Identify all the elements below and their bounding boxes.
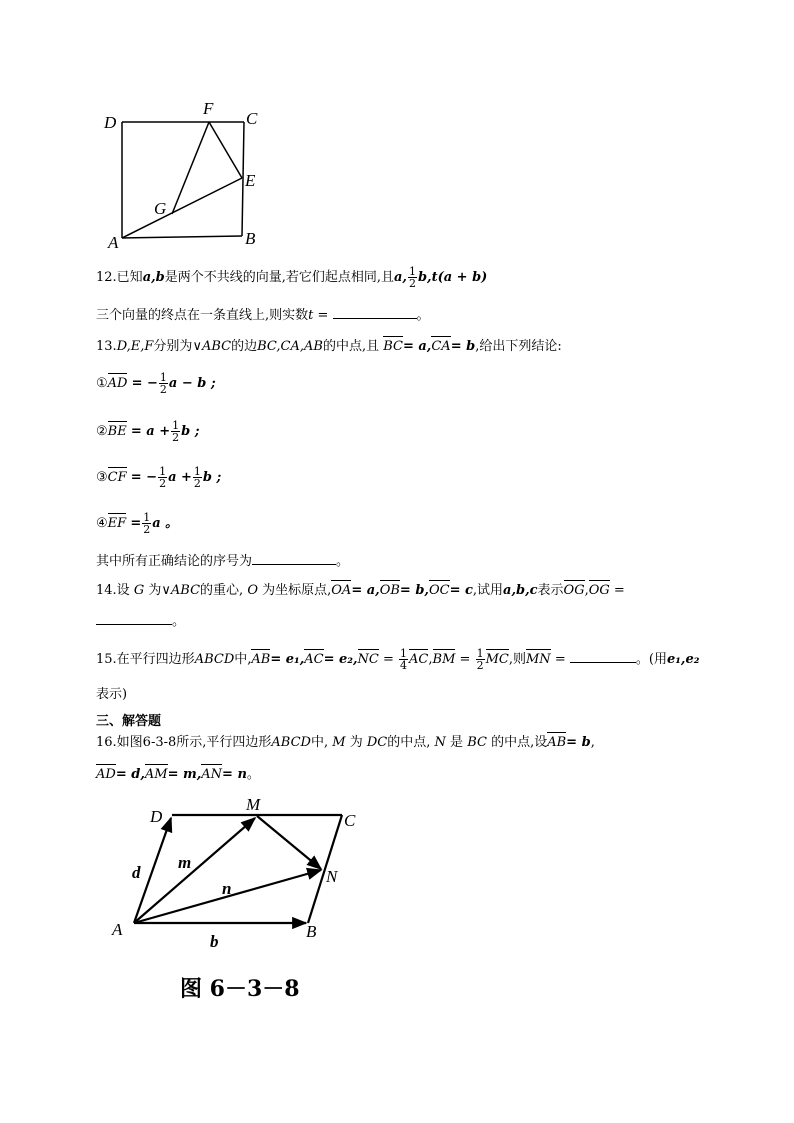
q15-line2: 表示) [96, 687, 128, 702]
figure-caption: 图 6－3－8 [180, 976, 300, 1002]
segment-ae [122, 178, 242, 238]
q13-line1: 13.D,E,F分别为∨ABC的边BC,CA,AB的中点,且 BC= a,CA= b,给出下列结论: [96, 339, 562, 354]
label-d: D [150, 807, 163, 826]
label-a: A [108, 233, 119, 252]
label-c: C [246, 109, 258, 128]
label-b: B [306, 922, 317, 941]
q16-line2: AD= d,AM= m,AN= n。 [96, 767, 260, 782]
q14-line2: 。 [96, 612, 185, 631]
segment-fe [209, 122, 242, 178]
figure-square [96, 96, 276, 256]
q14-line1: 14.设 G 为∨ABC的重心, O 为坐标原点,OA= a,OB= b,OC= c,试用a,b,c表示OG,OG = [96, 583, 625, 598]
q13-answer: 其中所有正确结论的序号为 。 [96, 554, 350, 569]
label-e: E [245, 171, 256, 190]
vector-mn [257, 816, 321, 869]
label-f: F [203, 99, 214, 118]
label-m: M [246, 795, 261, 814]
answer-blank-13[interactable] [252, 552, 336, 565]
edge-ab [122, 236, 242, 238]
label-d: D [104, 113, 117, 132]
edge-cb [242, 122, 244, 236]
section-title: 三、解答题 [96, 713, 162, 728]
label-vec-d: d [132, 863, 141, 882]
q13-item-2: ②BE = a + $\frac{1}{2}$ b ; [96, 419, 200, 444]
q13-item-1: ①AD = − $\frac{1}{2}$ a − b ; [96, 371, 216, 396]
label-b: B [245, 229, 256, 248]
q16-line1: 16.如图6-3-8所示,平行四边形ABCD中, M 为 DC的中点, N 是 BC 的中点,设AB= b, [96, 735, 595, 750]
label-n: N [326, 867, 338, 886]
segment-fg [172, 122, 209, 214]
q13-item-3: ③CF = − $\frac{1}{2}$ a + $\frac{1}{2}$ b ; [96, 465, 222, 490]
label-vec-m: m [178, 853, 192, 872]
label-vec-b: b [210, 932, 219, 951]
q13-item-4: ④EF = $\frac{1}{2}$ a 。 [96, 511, 179, 536]
q12-line1: 12.已知a,b是两个不共线的向量,若它们起点相同,且a, $\frac{1}{2}$ b,t(a + b) [96, 265, 488, 290]
q12-line2: 三个向量的终点在一条直线上,则实数t = 。 [96, 308, 430, 323]
label-vec-n: n [222, 879, 232, 898]
answer-blank-14[interactable] [96, 612, 172, 625]
label-g: G [154, 199, 167, 218]
figure-parallelogram [100, 790, 380, 960]
label-a: A [112, 920, 123, 939]
fraction: $\frac{1}{2}$ [408, 265, 416, 290]
label-c: C [344, 811, 356, 830]
answer-blank-15[interactable] [570, 650, 636, 663]
q15-line1: 15.在平行四边形ABCD中,AB= e₁,AC= e₂,NC = $\frac{1}{4}$ AC,BM = $\frac{1}{2}$ MC,则MN = 。(用e₁,e₂ [96, 647, 700, 672]
answer-blank-12[interactable] [333, 306, 417, 319]
